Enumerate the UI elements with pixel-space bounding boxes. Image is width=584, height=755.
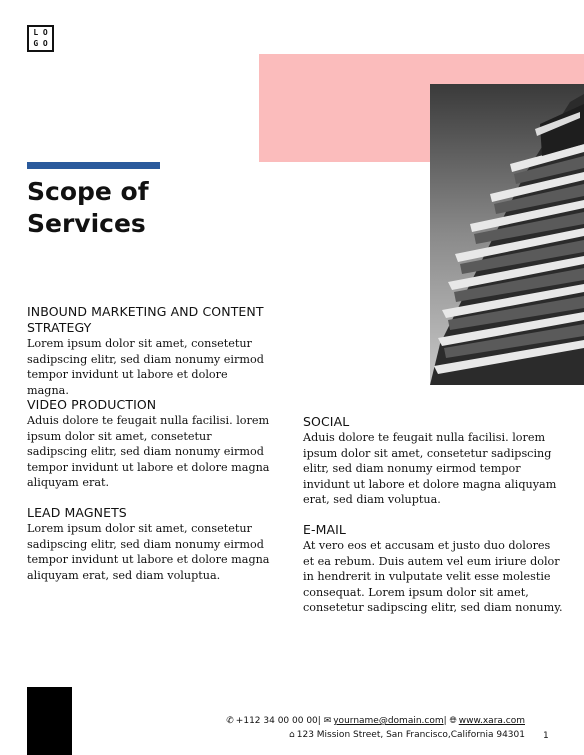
section-heading: SOCIAL	[303, 414, 350, 429]
section-body: Aduis dolore te feugait nulla facilisi. lorem ipsum dolor sit amet, consetetur sadipscing elitr, sed diam nonumy eirmod tempor invidunt ut labore et dolore magna aliquyam erat, sed diam voluptua.	[303, 431, 557, 507]
section-heading: VIDEO PRODUCTION	[27, 397, 157, 412]
service-section-email	[303, 522, 563, 616]
service-section-social	[303, 414, 563, 508]
section-heading: LEAD MAGNETS	[27, 505, 127, 520]
footer-address: 123 Mission Street, San Francisco,California 94301	[296, 730, 525, 740]
logo-letter: O	[42, 38, 48, 48]
service-section-video-production	[27, 397, 272, 491]
footer-contact	[226, 714, 525, 742]
building-photo	[430, 84, 584, 385]
service-section-inbound-marketing	[27, 304, 272, 398]
envelope-icon: ✉	[323, 716, 332, 726]
footer-email-link[interactable]: yourname@domain.com	[333, 716, 444, 726]
section-body: Lorem ipsum dolor sit amet, consetetur sadipscing elitr, sed diam nonumy eirmod tempor invidunt ut labore et dolore magna.	[27, 337, 264, 397]
section-body: Lorem ipsum dolor sit amet, consetetur sadipscing elitr, sed diam nonumy eirmod tempor invidunt ut labore et dolore magna aliquyam erat, sed diam voluptua.	[27, 522, 270, 582]
logo-letter: G	[33, 38, 39, 48]
black-decorative-block	[27, 687, 72, 755]
section-body: Aduis dolore te feugait nulla facilisi. lorem ipsum dolor sit amet, consetetur sadipscing elitr, sed diam nonumy eirmod tempor invidunt ut labore et dolore magna aliquyam erat.	[27, 414, 270, 490]
footer-address-line	[226, 728, 525, 742]
globe-icon: 🌐︎	[449, 716, 457, 726]
footer-phone: +112 34 00 00 00	[235, 716, 318, 726]
service-section-lead-magnets	[27, 505, 272, 583]
page-number: 1	[543, 731, 549, 741]
phone-icon: ✆	[226, 716, 234, 726]
title-accent-bar	[27, 162, 160, 169]
home-icon: ⌂	[289, 730, 295, 740]
footer-website-link[interactable]: www.xara.com	[458, 716, 525, 726]
logo	[27, 25, 54, 52]
section-body: At vero eos et accusam et justo duo dolores et ea rebum. Duis autem vel eum iriure dolor in hendrerit in vulputate velit esse molestie consequat. Lorem ipsum dolor sit amet, consetetur sadipscing elitr, sed diam nonumy.	[303, 539, 563, 615]
page-title: Scope of Services	[27, 177, 149, 238]
footer-contact-line: ✆ +112 34 00 00 00| ✉ yourname@domain.com| 🌐︎ www.xara.com	[226, 716, 525, 726]
logo-letter: L	[33, 28, 39, 38]
section-heading: INBOUND MARKETING AND CONTENT STRATEGY	[27, 304, 264, 335]
building-photo-graphic	[430, 84, 584, 385]
section-heading: E-MAIL	[303, 522, 346, 537]
logo-letter: O	[42, 28, 48, 38]
